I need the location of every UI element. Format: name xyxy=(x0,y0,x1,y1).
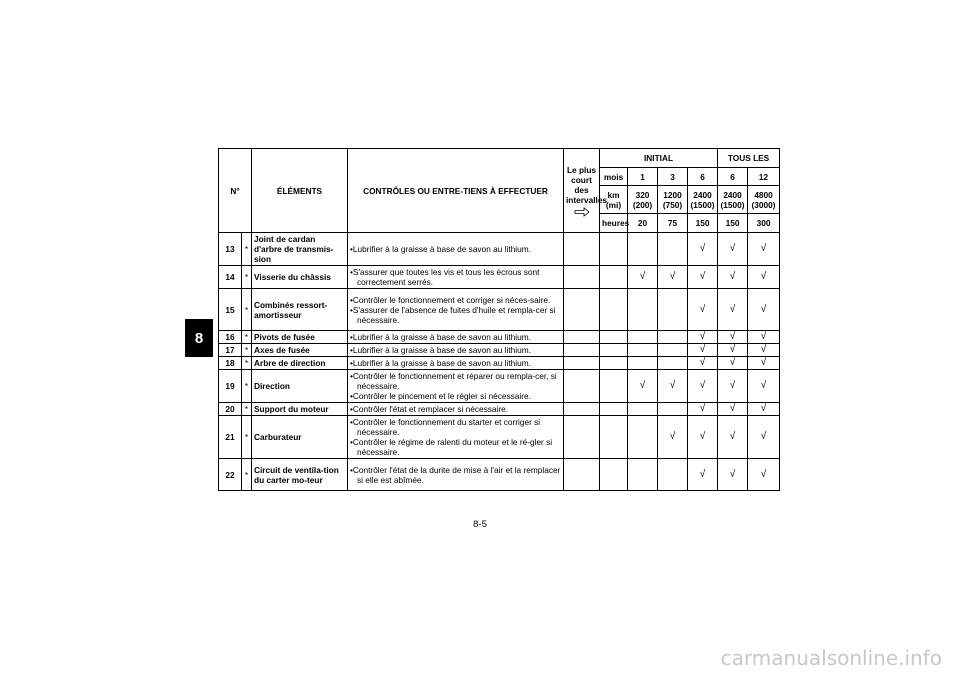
row-number: 16 xyxy=(219,331,242,344)
check-mark: √ xyxy=(688,344,718,357)
check-mark: √ xyxy=(688,416,718,459)
control-item: • S'assurer que toutes les vis et tous les écrous sont correctement serrés. xyxy=(350,267,561,287)
row-number: 22 xyxy=(219,459,242,491)
check-mark: √ xyxy=(658,266,688,289)
header-num: N° xyxy=(219,149,252,233)
row-element: Axes de fusée xyxy=(252,344,348,357)
shortest-interval-cell xyxy=(564,289,600,331)
unit-value: 150 xyxy=(688,214,718,233)
row-number: 18 xyxy=(219,357,242,370)
control-item: • Lubrifier à la graisse à base de savon au lithium. xyxy=(350,358,561,368)
check-mark: √ xyxy=(748,266,780,289)
row-controls xyxy=(348,331,564,344)
controls-list xyxy=(350,358,561,368)
spacer-cell xyxy=(600,233,628,266)
table-body xyxy=(219,233,780,491)
control-item: • Lubrifier à la graisse à base de savon au lithium. xyxy=(350,332,561,342)
check-mark: √ xyxy=(718,289,748,331)
page-number: 8-5 xyxy=(473,519,487,530)
row-number: 14 xyxy=(219,266,242,289)
check-mark xyxy=(628,403,658,416)
check-mark: √ xyxy=(688,266,718,289)
check-mark xyxy=(628,331,658,344)
shortest-interval-cell xyxy=(564,266,600,289)
check-mark: √ xyxy=(748,370,780,403)
check-mark xyxy=(658,289,688,331)
check-mark: √ xyxy=(718,331,748,344)
control-item: • Contrôler le pincement et le régler si nécessaire. xyxy=(350,391,561,401)
row-element: Visserie du châssis xyxy=(252,266,348,289)
check-mark: √ xyxy=(688,331,718,344)
shortest-interval-cell xyxy=(564,233,600,266)
row-controls xyxy=(348,266,564,289)
check-mark: √ xyxy=(688,370,718,403)
check-mark: √ xyxy=(718,459,748,491)
check-mark xyxy=(628,416,658,459)
row-number: 20 xyxy=(219,403,242,416)
unit-value: 2400 (1500) xyxy=(688,186,718,214)
check-mark: √ xyxy=(718,357,748,370)
check-mark: √ xyxy=(658,370,688,403)
check-mark xyxy=(628,344,658,357)
table-row xyxy=(219,266,780,289)
check-mark: √ xyxy=(658,416,688,459)
check-mark: √ xyxy=(628,370,658,403)
row-controls xyxy=(348,357,564,370)
unit-value: 6 xyxy=(688,168,718,186)
row-asterisk: * xyxy=(242,357,252,370)
spacer-cell xyxy=(600,416,628,459)
controls-list xyxy=(350,332,561,342)
row-controls xyxy=(348,289,564,331)
spacer-cell xyxy=(600,344,628,357)
header-elements: ÉLÉMENTS xyxy=(252,149,348,233)
control-item: • Contrôler le régime de ralenti du moteur et le ré-gler si nécessaire. xyxy=(350,437,561,457)
table-row xyxy=(219,416,780,459)
maintenance-table xyxy=(218,148,780,491)
check-mark: √ xyxy=(748,416,780,459)
check-mark: √ xyxy=(718,266,748,289)
spacer-cell xyxy=(600,266,628,289)
check-mark: √ xyxy=(718,403,748,416)
row-number: 13 xyxy=(219,233,242,266)
control-item: • Contrôler le fonctionnement et corriger si néces-saire. xyxy=(350,295,561,305)
watermark: carmanualsonline.info xyxy=(720,646,942,670)
check-mark: √ xyxy=(718,416,748,459)
controls-list xyxy=(350,244,561,254)
check-mark xyxy=(628,233,658,266)
row-asterisk: * xyxy=(242,266,252,289)
control-item: • Contrôler l'état de la durite de mise à l'air et la remplacer si elle est abîmée. xyxy=(350,465,561,485)
control-item: • Contrôler le fonctionnement du starter et corriger si nécessaire. xyxy=(350,417,561,437)
row-controls xyxy=(348,416,564,459)
row-element: Circuit de ventila-tion du carter mo-teur xyxy=(252,459,348,491)
unit-label: km (mi) xyxy=(600,186,628,214)
check-mark xyxy=(628,357,658,370)
row-element: Direction xyxy=(252,370,348,403)
check-mark: √ xyxy=(748,403,780,416)
unit-value: 75 xyxy=(658,214,688,233)
table-row xyxy=(219,357,780,370)
table-row xyxy=(219,331,780,344)
unit-value: 20 xyxy=(628,214,658,233)
spacer-cell xyxy=(600,357,628,370)
check-mark: √ xyxy=(748,289,780,331)
control-item: • S'assurer de l'absence de fuites d'huile et rempla-cer si nécessaire. xyxy=(350,305,561,325)
control-item: • Lubrifier à la graisse à base de savon au lithium. xyxy=(350,345,561,355)
right-arrow-icon xyxy=(574,207,590,217)
row-element: Joint de cardan d'arbre de transmis-sion xyxy=(252,233,348,266)
check-mark: √ xyxy=(688,459,718,491)
row-element: Support du moteur xyxy=(252,403,348,416)
row-asterisk: * xyxy=(242,331,252,344)
controls-list xyxy=(350,465,561,485)
check-mark: √ xyxy=(688,357,718,370)
row-element: Arbre de direction xyxy=(252,357,348,370)
row-asterisk: * xyxy=(242,289,252,331)
control-item: • Contrôler le fonctionnement et réparer ou rempla-cer, si nécessaire. xyxy=(350,371,561,391)
table-row xyxy=(219,233,780,266)
controls-list xyxy=(350,417,561,457)
shortest-interval-cell xyxy=(564,403,600,416)
check-mark: √ xyxy=(748,459,780,491)
unit-value: 6 xyxy=(718,168,748,186)
table-row xyxy=(219,370,780,403)
table-row xyxy=(219,289,780,331)
check-mark xyxy=(658,357,688,370)
shortest-interval-cell xyxy=(564,357,600,370)
row-asterisk: * xyxy=(242,233,252,266)
check-mark: √ xyxy=(688,403,718,416)
header-initial: INITIAL xyxy=(600,149,718,168)
row-number: 15 xyxy=(219,289,242,331)
row-controls xyxy=(348,344,564,357)
controls-list xyxy=(350,267,561,287)
controls-list xyxy=(350,345,561,355)
unit-value: 1 xyxy=(628,168,658,186)
row-controls xyxy=(348,459,564,491)
check-mark: √ xyxy=(718,233,748,266)
spacer-cell xyxy=(600,370,628,403)
spacer-cell xyxy=(600,459,628,491)
controls-list xyxy=(350,295,561,325)
spacer-cell xyxy=(600,403,628,416)
row-controls xyxy=(348,403,564,416)
shortest-interval-cell xyxy=(564,370,600,403)
controls-list xyxy=(350,371,561,401)
unit-value: 300 xyxy=(748,214,780,233)
unit-value: 150 xyxy=(718,214,748,233)
check-mark xyxy=(628,459,658,491)
unit-value: 4800 (3000) xyxy=(748,186,780,214)
row-element: Pivots de fusée xyxy=(252,331,348,344)
row-number: 17 xyxy=(219,344,242,357)
check-mark xyxy=(628,289,658,331)
unit-value: 320 (200) xyxy=(628,186,658,214)
row-number: 21 xyxy=(219,416,242,459)
unit-label: heures xyxy=(600,214,628,233)
shortest-interval-cell xyxy=(564,331,600,344)
row-asterisk: * xyxy=(242,459,252,491)
check-mark: √ xyxy=(628,266,658,289)
check-mark: √ xyxy=(688,233,718,266)
row-asterisk: * xyxy=(242,416,252,459)
row-element: Combinés ressort-amortisseur xyxy=(252,289,348,331)
controls-list xyxy=(350,404,561,414)
unit-value: 2400 (1500) xyxy=(718,186,748,214)
header-shortest-interval xyxy=(564,149,608,233)
table-header xyxy=(219,149,780,233)
check-mark: √ xyxy=(718,344,748,357)
check-mark xyxy=(658,459,688,491)
check-mark: √ xyxy=(688,289,718,331)
chapter-tab: 8 xyxy=(185,319,213,357)
unit-label: mois xyxy=(600,168,628,186)
row-controls xyxy=(348,233,564,266)
header-controls: CONTRÔLES OU ENTRE-TIENS À EFFECTUER xyxy=(348,149,564,233)
table-row xyxy=(219,403,780,416)
unit-value: 12 xyxy=(748,168,780,186)
row-controls xyxy=(348,370,564,403)
unit-value: 3 xyxy=(658,168,688,186)
spacer-cell xyxy=(600,289,628,331)
row-element: Carburateur xyxy=(252,416,348,459)
row-number: 19 xyxy=(219,370,242,403)
unit-value: 1200 (750) xyxy=(658,186,688,214)
spacer-cell xyxy=(600,331,628,344)
control-item: • Lubrifier à la graisse à base de savon au lithium. xyxy=(350,244,561,254)
check-mark: √ xyxy=(748,331,780,344)
row-asterisk: * xyxy=(242,403,252,416)
shortest-interval-cell xyxy=(564,344,600,357)
check-mark xyxy=(658,233,688,266)
header-shortest-label: Le plus court des intervalles xyxy=(566,164,608,205)
check-mark xyxy=(658,344,688,357)
shortest-interval-cell xyxy=(564,459,600,491)
check-mark: √ xyxy=(748,233,780,266)
control-item: • Contrôler l'état et remplacer si nécessaire. xyxy=(350,404,561,414)
table-row xyxy=(219,344,780,357)
table-row xyxy=(219,459,780,491)
check-mark: √ xyxy=(748,344,780,357)
header-every: TOUS LES xyxy=(718,149,780,168)
check-mark: √ xyxy=(718,370,748,403)
row-asterisk: * xyxy=(242,370,252,403)
row-asterisk: * xyxy=(242,344,252,357)
shortest-interval-cell xyxy=(564,416,600,459)
check-mark xyxy=(658,331,688,344)
check-mark: √ xyxy=(748,357,780,370)
check-mark xyxy=(658,403,688,416)
